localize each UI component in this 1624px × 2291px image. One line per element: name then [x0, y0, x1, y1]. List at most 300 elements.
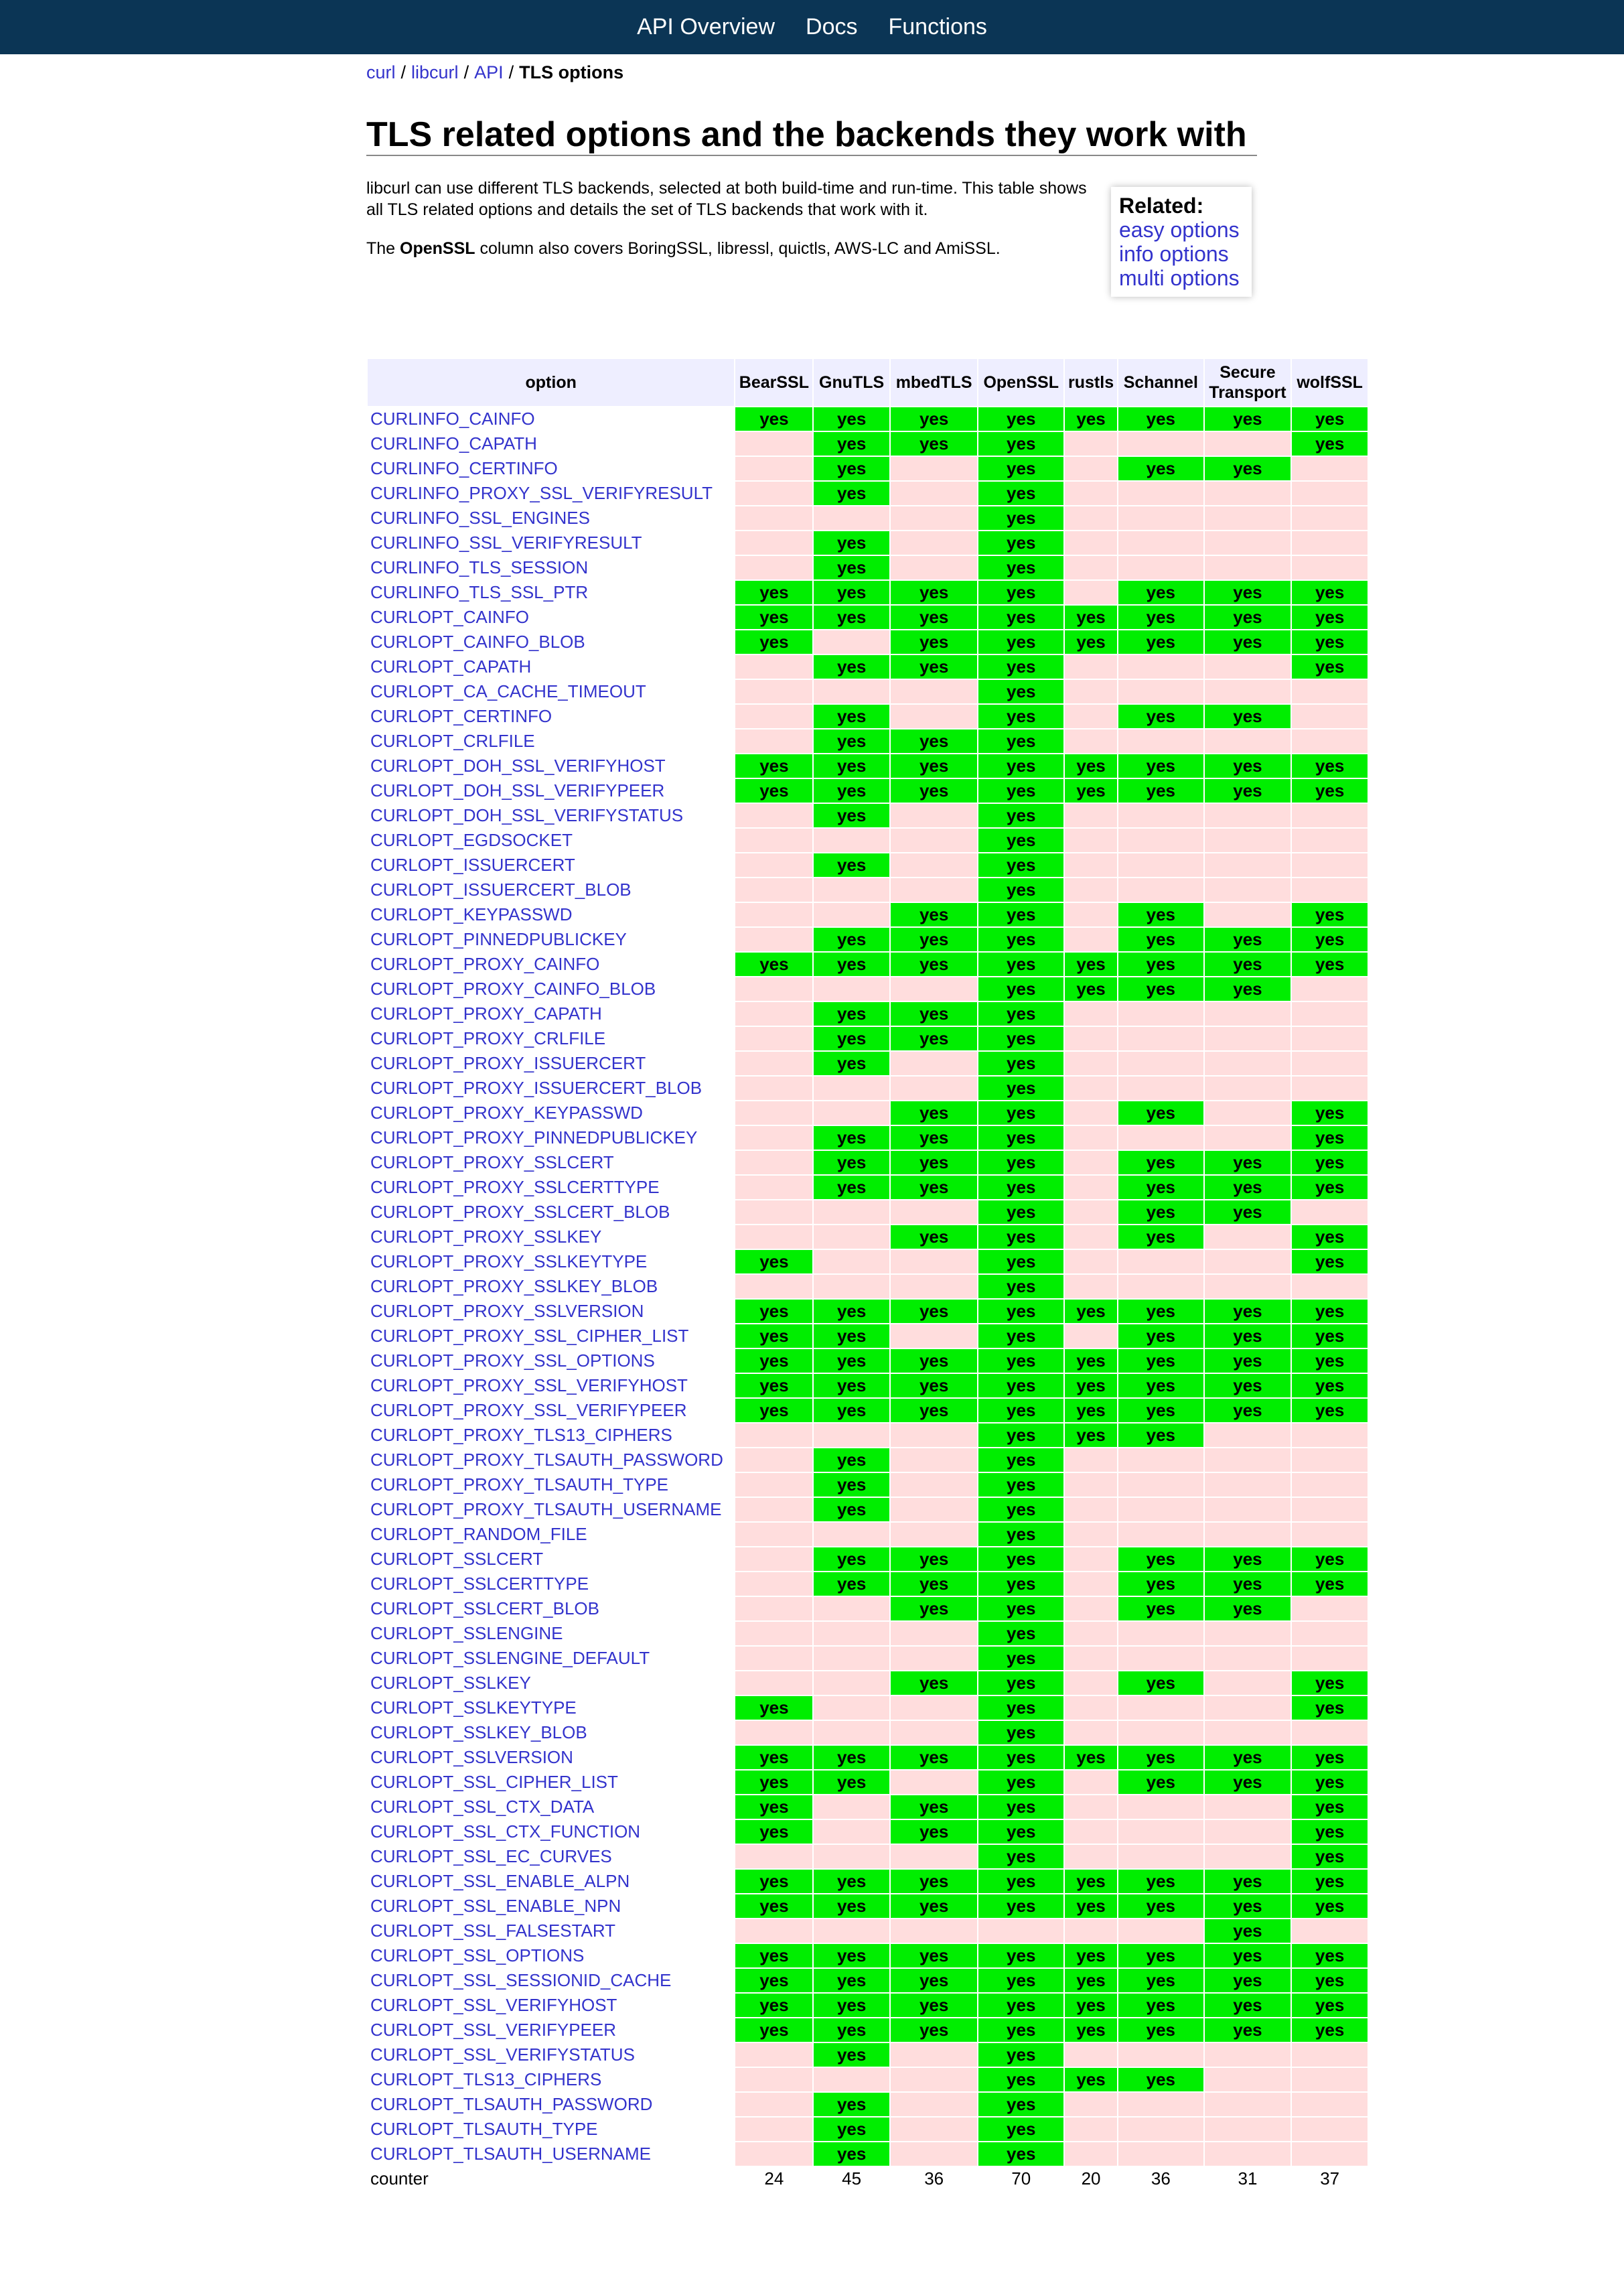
option-cell	[367, 1795, 735, 1819]
option-link[interactable]: CURLOPT_SSL_ENABLE_ALPN	[370, 1871, 630, 1891]
support-empty-cell	[735, 1101, 813, 1125]
table-row	[367, 1547, 1368, 1572]
column-header-openssl: OpenSSL	[978, 358, 1064, 407]
table-row	[367, 555, 1368, 580]
option-cell	[367, 1249, 735, 1274]
option-link[interactable]: CURLOPT_SSLKEY	[370, 1673, 531, 1693]
table-row	[367, 878, 1368, 902]
support-yes-cell: yes	[978, 1695, 1064, 1720]
support-empty-cell	[735, 1497, 813, 1522]
option-link[interactable]: CURLINFO_CERTINFO	[370, 458, 558, 478]
support-yes-cell: yes	[813, 754, 890, 778]
option-link[interactable]: CURLOPT_SSL_ENABLE_NPN	[370, 1896, 621, 1916]
option-link[interactable]: CURLOPT_EGDSOCKET	[370, 830, 573, 850]
support-yes-cell: yes	[1064, 754, 1118, 778]
option-link[interactable]: CURLOPT_TLSAUTH_PASSWORD	[370, 2094, 653, 2114]
support-empty-cell	[1204, 1646, 1292, 1671]
support-yes-cell: yes	[978, 1448, 1064, 1472]
option-link[interactable]: CURLOPT_SSL_VERIFYPEER	[370, 2020, 617, 2040]
option-link[interactable]: CURLOPT_SSL_CTX_FUNCTION	[370, 1821, 641, 1842]
support-yes-cell: yes	[813, 952, 890, 977]
column-header-wolfssl: wolfSSL	[1291, 358, 1368, 407]
column-header-schannel: Schannel	[1118, 358, 1204, 407]
support-yes-cell: yes	[890, 1125, 978, 1150]
support-empty-cell	[1118, 2042, 1204, 2067]
option-link[interactable]: CURLOPT_CRLFILE	[370, 731, 535, 751]
support-yes-cell: yes	[1291, 1572, 1368, 1596]
support-empty-cell	[1291, 1448, 1368, 1472]
support-yes-cell: yes	[1204, 1150, 1292, 1175]
support-empty-cell	[1118, 1026, 1204, 1051]
option-link[interactable]: CURLOPT_PROXY_SSL_OPTIONS	[370, 1350, 655, 1371]
support-yes-cell: yes	[1118, 778, 1204, 803]
option-link[interactable]: CURLOPT_DOH_SSL_VERIFYSTATUS	[370, 805, 684, 825]
support-empty-cell	[1291, 803, 1368, 828]
option-link[interactable]: CURLINFO_CAPATH	[370, 433, 537, 454]
breadcrumb-api[interactable]: API	[474, 62, 504, 82]
option-link[interactable]: CURLOPT_PROXY_CAPATH	[370, 1003, 602, 1024]
table-row	[367, 803, 1368, 828]
support-empty-cell	[1064, 654, 1118, 679]
support-empty-cell	[1118, 1051, 1204, 1076]
support-empty-cell	[1064, 481, 1118, 506]
option-cell	[367, 1869, 735, 1894]
support-empty-cell	[890, 853, 978, 878]
counter-label: counter	[367, 2166, 735, 2191]
breadcrumb-libcurl[interactable]: libcurl	[411, 62, 459, 82]
support-empty-cell	[735, 1200, 813, 1225]
support-empty-cell	[1204, 654, 1292, 679]
option-link[interactable]: CURLOPT_PROXY_KEYPASSWD	[370, 1103, 643, 1123]
option-link[interactable]: CURLOPT_SSLENGINE_DEFAULT	[370, 1648, 650, 1668]
breadcrumb-current: TLS options	[519, 62, 624, 82]
option-link[interactable]: CURLOPT_SSLKEY_BLOB	[370, 1722, 587, 1742]
support-yes-cell: yes	[813, 2117, 890, 2142]
support-yes-cell: yes	[813, 1968, 890, 1993]
support-empty-cell	[1291, 1423, 1368, 1448]
intro	[366, 178, 1369, 318]
support-empty-cell	[1291, 1522, 1368, 1547]
support-yes-cell: yes	[1118, 1869, 1204, 1894]
column-header-secure-transport: Secure Transport	[1204, 358, 1292, 407]
support-empty-cell	[1204, 1274, 1292, 1299]
support-yes-cell: yes	[978, 1472, 1064, 1497]
support-empty-cell	[1291, 704, 1368, 729]
support-empty-cell	[813, 1795, 890, 1819]
support-yes-cell: yes	[978, 1497, 1064, 1522]
support-yes-cell: yes	[813, 1373, 890, 1398]
support-yes-cell: yes	[978, 1249, 1064, 1274]
option-link[interactable]: CURLOPT_DOH_SSL_VERIFYPEER	[370, 780, 665, 801]
support-empty-cell	[1118, 654, 1204, 679]
tls-options-table	[366, 358, 1369, 2192]
support-empty-cell	[1064, 1572, 1118, 1596]
option-link[interactable]: CURLINFO_SSL_VERIFYRESULT	[370, 533, 642, 553]
support-yes-cell: yes	[735, 1373, 813, 1398]
option-cell	[367, 2042, 735, 2067]
support-yes-cell: yes	[813, 2018, 890, 2042]
support-empty-cell	[890, 1621, 978, 1646]
option-link[interactable]: CURLOPT_PROXY_SSLCERTTYPE	[370, 1177, 660, 1197]
option-link[interactable]: CURLOPT_CERTINFO	[370, 706, 552, 726]
option-link[interactable]: CURLOPT_SSLVERSION	[370, 1747, 573, 1767]
option-link[interactable]: CURLOPT_TLSAUTH_TYPE	[370, 2119, 598, 2139]
support-empty-cell	[813, 977, 890, 1001]
table-row	[367, 1943, 1368, 1968]
support-empty-cell	[1204, 481, 1292, 506]
option-link[interactable]: CURLOPT_SSL_EC_CURVES	[370, 1846, 612, 1866]
option-cell	[367, 2018, 735, 2042]
option-link[interactable]: CURLOPT_SSL_OPTIONS	[370, 1945, 585, 1965]
option-link[interactable]: CURLINFO_TLS_SESSION	[370, 557, 589, 577]
support-yes-cell: yes	[813, 654, 890, 679]
support-yes-cell: yes	[1064, 778, 1118, 803]
support-yes-cell: yes	[1204, 1200, 1292, 1225]
option-cell	[367, 1299, 735, 1324]
support-yes-cell: yes	[813, 1299, 890, 1324]
option-cell	[367, 754, 735, 778]
support-empty-cell	[890, 1076, 978, 1101]
support-empty-cell	[890, 2142, 978, 2166]
support-empty-cell	[1291, 1001, 1368, 1026]
support-yes-cell: yes	[1118, 1547, 1204, 1572]
option-link[interactable]: CURLOPT_PROXY_CAINFO	[370, 954, 600, 974]
support-empty-cell	[1064, 555, 1118, 580]
support-yes-cell: yes	[978, 1819, 1064, 1844]
option-link[interactable]: CURLOPT_DOH_SSL_VERIFYHOST	[370, 756, 666, 776]
option-link[interactable]: CURLOPT_TLS13_CIPHERS	[370, 2069, 602, 2089]
support-yes-cell: yes	[978, 1646, 1064, 1671]
support-yes-cell: yes	[978, 1175, 1064, 1200]
support-yes-cell: yes	[890, 1299, 978, 1324]
related-easy-options-link[interactable]: easy options	[1119, 218, 1240, 242]
support-empty-cell	[890, 2042, 978, 2067]
nav-functions[interactable]: Functions	[888, 14, 987, 40]
support-empty-cell	[735, 977, 813, 1001]
support-yes-cell: yes	[1204, 1869, 1292, 1894]
support-yes-cell: yes	[1204, 1894, 1292, 1919]
support-empty-cell	[1118, 1472, 1204, 1497]
support-yes-cell: yes	[978, 2018, 1064, 2042]
option-link[interactable]: CURLOPT_PROXY_SSL_VERIFYPEER	[370, 1400, 687, 1420]
table-row	[367, 456, 1368, 481]
option-link[interactable]: CURLOPT_KEYPASSWD	[370, 904, 573, 924]
support-yes-cell: yes	[978, 927, 1064, 952]
support-empty-cell	[890, 1522, 978, 1547]
table-row	[367, 1819, 1368, 1844]
support-yes-cell: yes	[1118, 456, 1204, 481]
support-empty-cell	[1204, 853, 1292, 878]
option-link[interactable]: CURLOPT_SSL_CTX_DATA	[370, 1797, 595, 1817]
table-row	[367, 1373, 1368, 1398]
support-yes-cell: yes	[1291, 1175, 1368, 1200]
support-empty-cell	[1064, 1819, 1118, 1844]
nav-docs[interactable]: Docs	[806, 14, 858, 40]
support-empty-cell	[1204, 1051, 1292, 1076]
support-empty-cell	[1118, 481, 1204, 506]
support-yes-cell: yes	[1204, 1348, 1292, 1373]
table-row	[367, 1720, 1368, 1745]
table-row	[367, 1646, 1368, 1671]
option-link[interactable]: CURLINFO_PROXY_SSL_VERIFYRESULT	[370, 483, 713, 503]
option-cell	[367, 407, 735, 431]
support-yes-cell: yes	[735, 754, 813, 778]
support-empty-cell	[1118, 555, 1204, 580]
support-empty-cell	[1204, 2092, 1292, 2117]
support-yes-cell: yes	[1064, 1373, 1118, 1398]
support-empty-cell	[1064, 431, 1118, 456]
table-row	[367, 1001, 1368, 1026]
support-empty-cell	[735, 902, 813, 927]
support-empty-cell	[813, 679, 890, 704]
support-empty-cell	[1204, 1671, 1292, 1695]
support-empty-cell	[735, 1596, 813, 1621]
support-yes-cell: yes	[813, 729, 890, 754]
breadcrumb-curl[interactable]: curl	[366, 62, 396, 82]
support-empty-cell	[1204, 431, 1292, 456]
table-row	[367, 1695, 1368, 1720]
table-row	[367, 679, 1368, 704]
option-link[interactable]: CURLOPT_SSLCERTTYPE	[370, 1574, 589, 1594]
related-info-options-link[interactable]: info options	[1119, 242, 1229, 266]
support-yes-cell: yes	[978, 1621, 1064, 1646]
counter-value: 70	[978, 2166, 1064, 2191]
option-cell	[367, 654, 735, 679]
support-empty-cell	[735, 828, 813, 853]
option-link[interactable]: CURLOPT_CA_CACHE_TIMEOUT	[370, 681, 646, 701]
option-link[interactable]: CURLOPT_SSL_VERIFYSTATUS	[370, 2044, 635, 2065]
option-link[interactable]: CURLOPT_CAINFO_BLOB	[370, 632, 585, 652]
support-empty-cell	[1204, 803, 1292, 828]
option-link[interactable]: CURLOPT_SSL_FALSESTART	[370, 1921, 616, 1941]
support-empty-cell	[1291, 2092, 1368, 2117]
support-yes-cell: yes	[1118, 754, 1204, 778]
option-link[interactable]: CURLOPT_ISSUERCERT_BLOB	[370, 880, 632, 900]
support-yes-cell: yes	[1064, 1869, 1118, 1894]
support-yes-cell: yes	[890, 1943, 978, 1968]
support-empty-cell	[735, 654, 813, 679]
option-link[interactable]: CURLOPT_PROXY_SSLKEY_BLOB	[370, 1276, 658, 1296]
option-link[interactable]: CURLOPT_PROXY_SSLKEYTYPE	[370, 1251, 648, 1271]
table-row	[367, 1596, 1368, 1621]
support-yes-cell: yes	[735, 407, 813, 431]
support-empty-cell	[813, 506, 890, 531]
option-link[interactable]: CURLOPT_CAINFO	[370, 607, 529, 627]
support-empty-cell	[1064, 2142, 1118, 2166]
support-empty-cell	[1064, 1844, 1118, 1869]
table-row	[367, 1844, 1368, 1869]
option-cell	[367, 1943, 735, 1968]
support-empty-cell	[735, 1026, 813, 1051]
option-link[interactable]: CURLOPT_SSL_VERIFYHOST	[370, 1995, 617, 2015]
support-empty-cell	[1064, 853, 1118, 878]
option-link[interactable]: CURLOPT_PROXY_ISSUERCERT	[370, 1053, 646, 1073]
option-link[interactable]: CURLINFO_CAINFO	[370, 409, 535, 429]
option-link[interactable]: CURLOPT_PINNEDPUBLICKEY	[370, 929, 627, 949]
support-empty-cell	[735, 1175, 813, 1200]
support-yes-cell: yes	[890, 902, 978, 927]
support-yes-cell: yes	[1291, 1249, 1368, 1274]
support-yes-cell: yes	[1118, 1423, 1204, 1448]
option-link[interactable]: CURLOPT_PROXY_CRLFILE	[370, 1028, 606, 1048]
option-link[interactable]: CURLINFO_SSL_ENGINES	[370, 508, 590, 528]
support-empty-cell	[1064, 927, 1118, 952]
support-empty-cell	[1291, 1497, 1368, 1522]
option-link[interactable]: CURLOPT_PROXY_SSLKEY	[370, 1227, 602, 1247]
option-cell	[367, 1621, 735, 1646]
support-yes-cell: yes	[978, 1968, 1064, 1993]
option-link[interactable]: CURLOPT_TLSAUTH_USERNAME	[370, 2144, 651, 2164]
support-empty-cell	[813, 1200, 890, 1225]
support-yes-cell: yes	[1064, 1299, 1118, 1324]
option-link[interactable]: CURLOPT_PROXY_SSLVERSION	[370, 1301, 644, 1321]
support-yes-cell: yes	[735, 1299, 813, 1324]
support-empty-cell	[1204, 1026, 1292, 1051]
table-row	[367, 1919, 1368, 1943]
support-yes-cell: yes	[813, 1472, 890, 1497]
support-yes-cell: yes	[978, 2067, 1064, 2092]
support-empty-cell	[1118, 531, 1204, 555]
top-navigation	[0, 0, 1624, 54]
support-empty-cell	[1064, 1274, 1118, 1299]
option-link[interactable]: CURLOPT_SSLKEYTYPE	[370, 1697, 577, 1718]
option-cell	[367, 1373, 735, 1398]
support-empty-cell	[1204, 1001, 1292, 1026]
support-yes-cell: yes	[1118, 1324, 1204, 1348]
counter-value: 31	[1204, 2166, 1292, 2191]
support-yes-cell: yes	[890, 1596, 978, 1621]
option-link[interactable]: CURLOPT_RANDOM_FILE	[370, 1524, 587, 1544]
option-link[interactable]: CURLOPT_PROXY_TLSAUTH_TYPE	[370, 1474, 669, 1495]
support-empty-cell	[1204, 1101, 1292, 1125]
option-link[interactable]: CURLOPT_CAPATH	[370, 656, 532, 677]
support-empty-cell	[1204, 1621, 1292, 1646]
support-yes-cell: yes	[813, 704, 890, 729]
support-yes-cell: yes	[978, 1051, 1064, 1076]
support-empty-cell	[735, 1125, 813, 1150]
support-yes-cell: yes	[735, 1695, 813, 1720]
option-cell	[367, 878, 735, 902]
option-cell	[367, 1993, 735, 2018]
option-link[interactable]: CURLOPT_PROXY_PINNEDPUBLICKEY	[370, 1127, 698, 1148]
related-multi-options-link[interactable]: multi options	[1119, 266, 1240, 290]
support-yes-cell: yes	[1118, 630, 1204, 654]
option-link[interactable]: CURLOPT_PROXY_ISSUERCERT_BLOB	[370, 1078, 703, 1098]
support-yes-cell: yes	[1118, 977, 1204, 1001]
support-yes-cell: yes	[978, 630, 1064, 654]
table-header-row	[367, 358, 1368, 407]
option-cell	[367, 952, 735, 977]
support-empty-cell	[1204, 1844, 1292, 1869]
option-link[interactable]: CURLOPT_PROXY_SSLCERT_BLOB	[370, 1202, 670, 1222]
support-yes-cell: yes	[1291, 1150, 1368, 1175]
table-row	[367, 1968, 1368, 1993]
support-empty-cell	[1204, 1695, 1292, 1720]
support-yes-cell: yes	[1204, 927, 1292, 952]
support-empty-cell	[978, 1919, 1064, 1943]
support-empty-cell	[1204, 1249, 1292, 1274]
option-link[interactable]: CURLOPT_SSL_CIPHER_LIST	[370, 1772, 618, 1792]
option-cell	[367, 2067, 735, 2092]
support-empty-cell	[1064, 1596, 1118, 1621]
option-cell	[367, 1125, 735, 1150]
support-empty-cell	[1291, 729, 1368, 754]
support-empty-cell	[813, 828, 890, 853]
support-yes-cell: yes	[1118, 1770, 1204, 1795]
option-link[interactable]: CURLOPT_SSLCERT	[370, 1549, 544, 1569]
table-row	[367, 2092, 1368, 2117]
support-empty-cell	[735, 1274, 813, 1299]
support-yes-cell: yes	[978, 1150, 1064, 1175]
nav-api-overview[interactable]: API Overview	[637, 14, 776, 40]
support-yes-cell: yes	[813, 1026, 890, 1051]
option-link[interactable]: CURLOPT_PROXY_SSL_VERIFYHOST	[370, 1375, 688, 1395]
support-empty-cell	[735, 1076, 813, 1101]
option-link[interactable]: CURLINFO_TLS_SSL_PTR	[370, 582, 589, 602]
support-empty-cell	[1064, 1076, 1118, 1101]
support-yes-cell: yes	[1291, 1398, 1368, 1423]
table-row	[367, 630, 1368, 654]
counter-value: 24	[735, 2166, 813, 2191]
support-yes-cell: yes	[1291, 431, 1368, 456]
option-link[interactable]: CURLOPT_PROXY_SSL_CIPHER_LIST	[370, 1326, 689, 1346]
support-empty-cell	[890, 1472, 978, 1497]
support-empty-cell	[813, 1522, 890, 1547]
support-empty-cell	[1118, 1522, 1204, 1547]
option-link[interactable]: CURLOPT_PROXY_TLSAUTH_USERNAME	[370, 1499, 722, 1519]
support-yes-cell: yes	[813, 531, 890, 555]
support-empty-cell	[735, 1547, 813, 1572]
table-row	[367, 2018, 1368, 2042]
support-yes-cell: yes	[1204, 1943, 1292, 1968]
option-link[interactable]: CURLOPT_PROXY_SSLCERT	[370, 1152, 614, 1172]
option-link[interactable]: CURLOPT_PROXY_CAINFO_BLOB	[370, 979, 656, 999]
option-link[interactable]: CURLOPT_ISSUERCERT	[370, 855, 575, 875]
support-empty-cell	[1291, 1621, 1368, 1646]
support-yes-cell: yes	[1204, 456, 1292, 481]
support-empty-cell	[1118, 1795, 1204, 1819]
support-yes-cell: yes	[1118, 1101, 1204, 1125]
support-empty-cell	[1204, 1423, 1292, 1448]
support-yes-cell: yes	[1291, 407, 1368, 431]
option-link[interactable]: CURLOPT_PROXY_TLSAUTH_PASSWORD	[370, 1450, 723, 1470]
support-empty-cell	[735, 2117, 813, 2142]
option-link[interactable]: CURLOPT_SSLENGINE	[370, 1623, 563, 1643]
support-empty-cell	[1291, 506, 1368, 531]
table-row	[367, 2117, 1368, 2142]
support-yes-cell: yes	[978, 531, 1064, 555]
support-yes-cell: yes	[813, 1150, 890, 1175]
support-yes-cell: yes	[978, 704, 1064, 729]
column-header-bearssl: BearSSL	[735, 358, 813, 407]
support-empty-cell	[1118, 878, 1204, 902]
support-yes-cell: yes	[978, 902, 1064, 927]
support-empty-cell	[890, 803, 978, 828]
table-row	[367, 828, 1368, 853]
support-yes-cell: yes	[978, 1795, 1064, 1819]
option-link[interactable]: CURLOPT_SSL_SESSIONID_CACHE	[370, 1970, 672, 1990]
option-link[interactable]: CURLOPT_SSLCERT_BLOB	[370, 1598, 599, 1618]
option-link[interactable]: CURLOPT_PROXY_TLS13_CIPHERS	[370, 1425, 672, 1445]
support-yes-cell: yes	[813, 2092, 890, 2117]
support-yes-cell: yes	[1118, 1150, 1204, 1175]
breadcrumb: curl / libcurl / API / TLS options	[366, 62, 624, 82]
support-empty-cell	[1064, 456, 1118, 481]
support-yes-cell: yes	[1291, 1324, 1368, 1348]
table-row	[367, 1348, 1368, 1373]
support-yes-cell: yes	[890, 1968, 978, 1993]
support-empty-cell	[890, 1646, 978, 1671]
